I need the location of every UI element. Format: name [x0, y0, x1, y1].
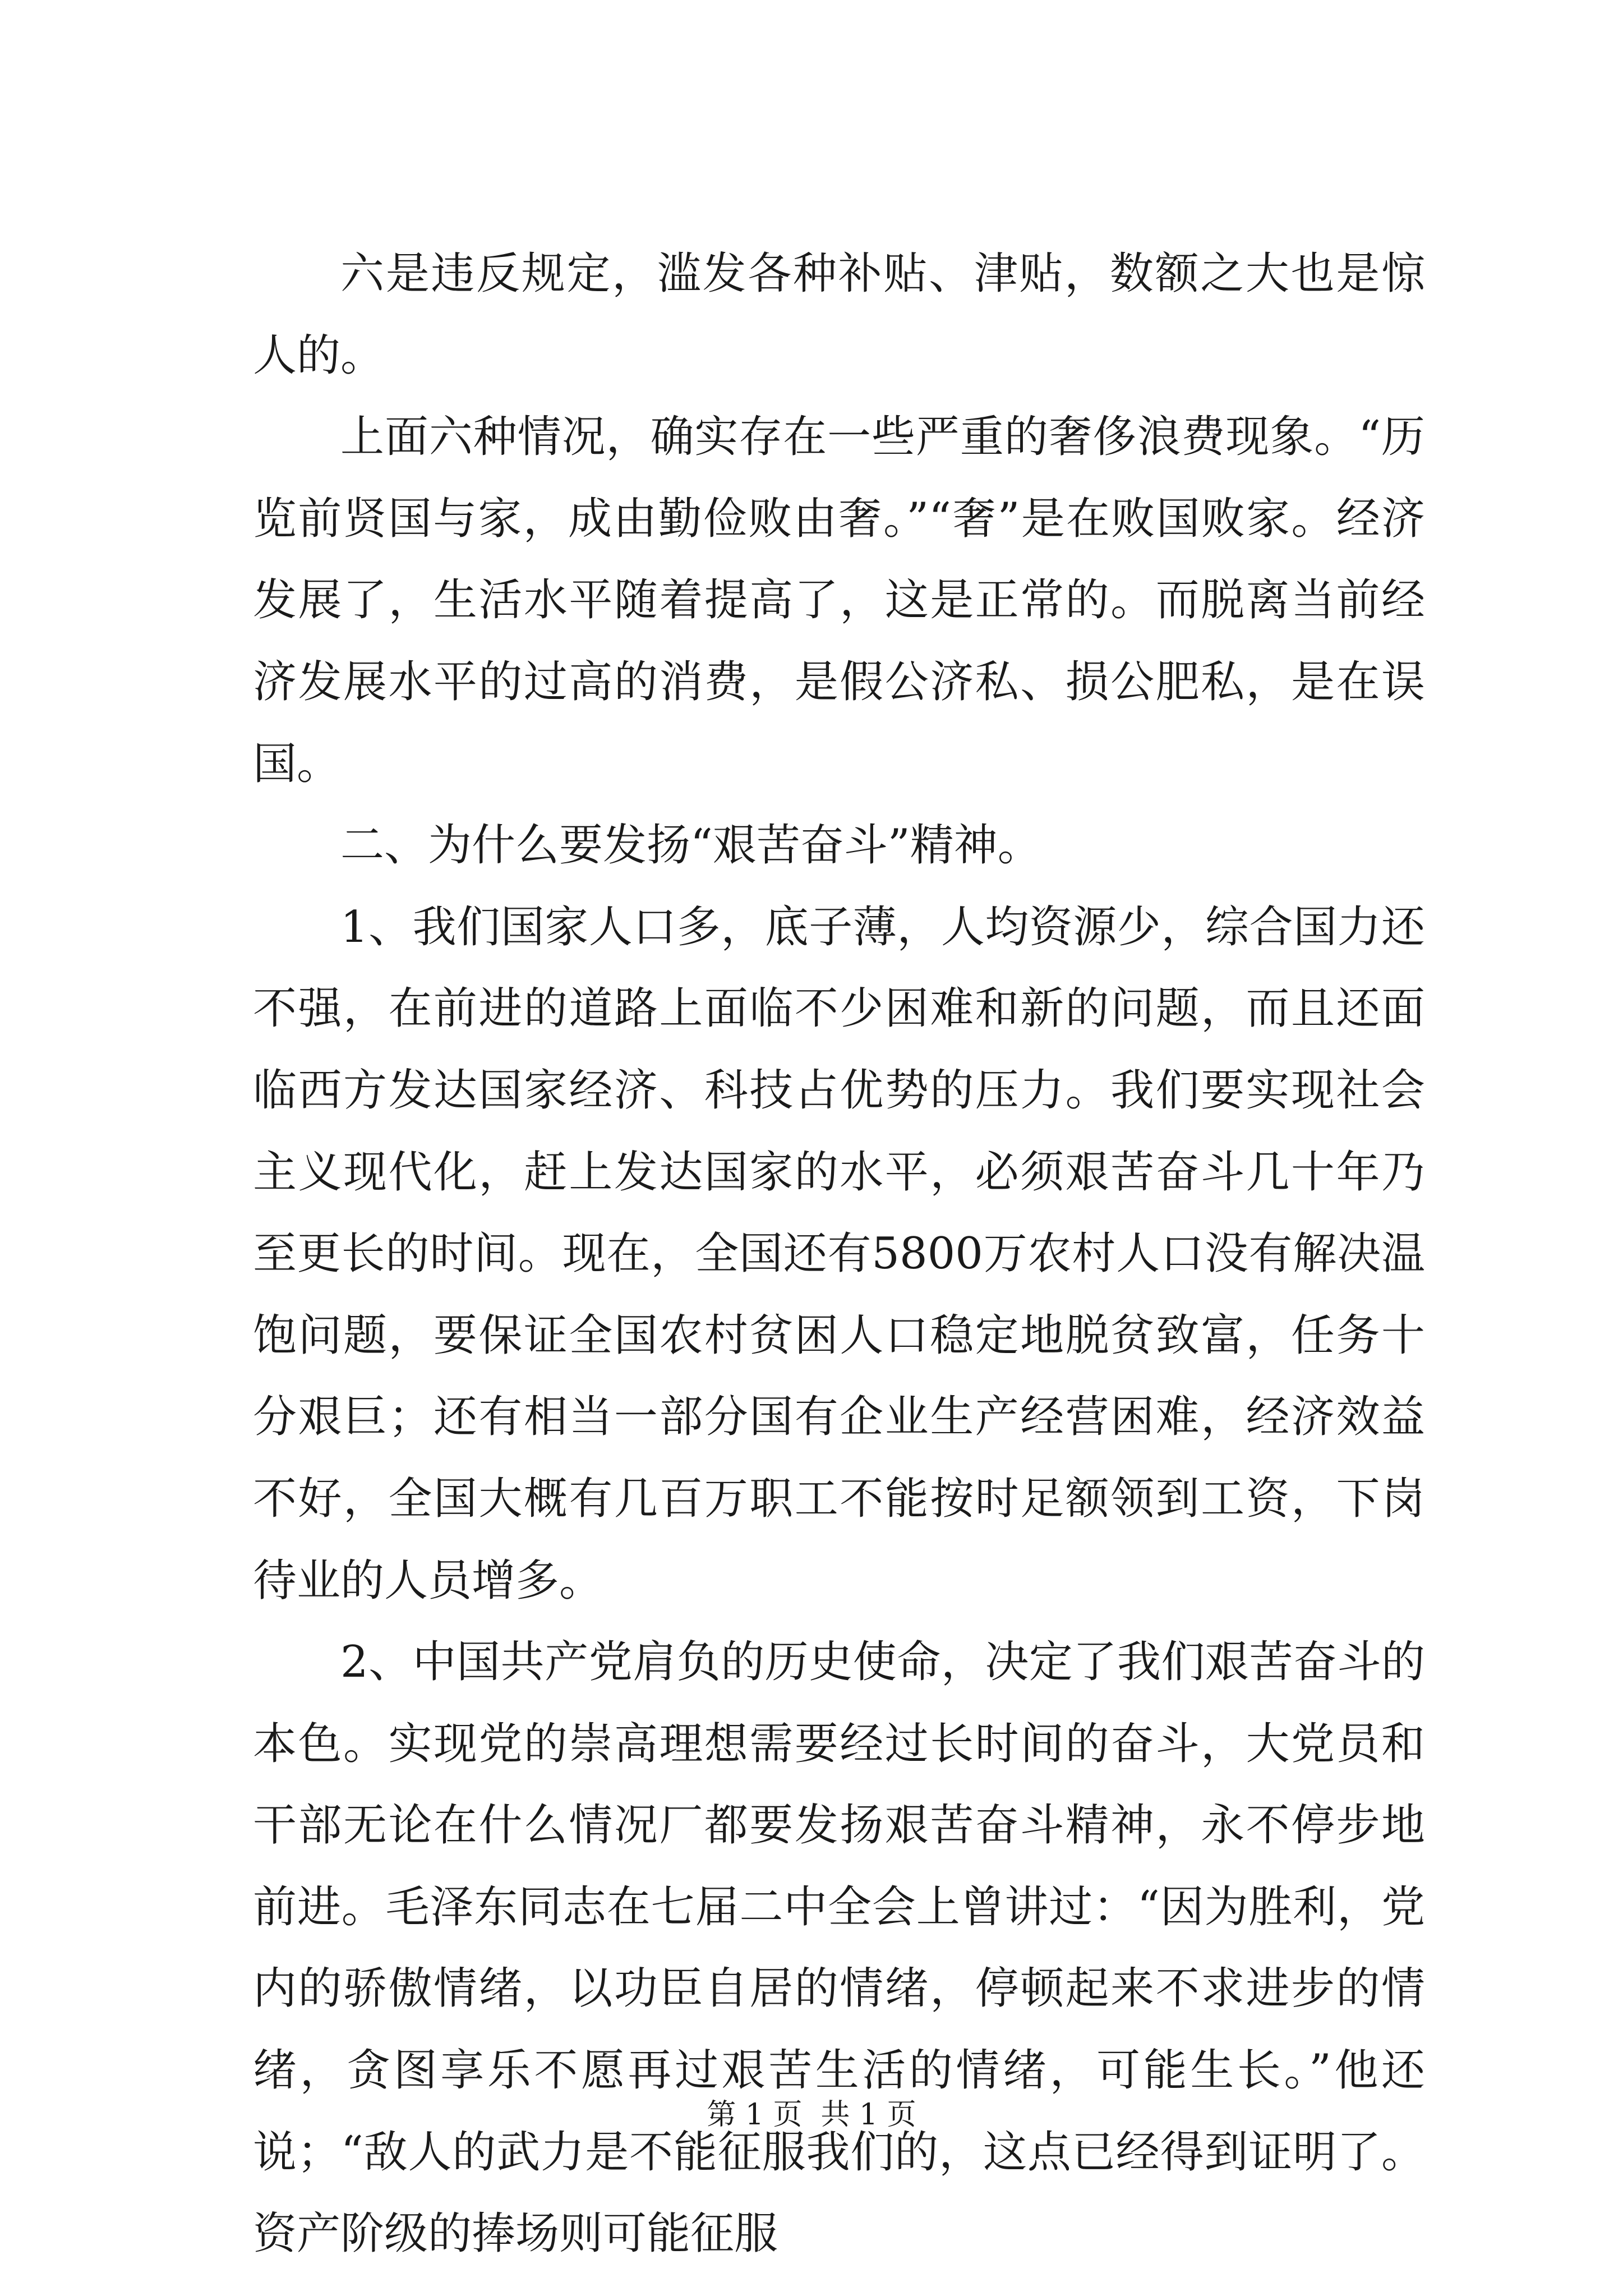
paragraph: 上面六种情况，确实存在一些严重的奢侈浪费现象。“历览前贤国与家，成由勤俭败由奢。”“奢”是在败国败家。经济发展了，生活水平随着提高了，这是正常的。而脱离当前经济发展水平的过高的消费，是假公济私、损公肥私，是在误国。 — [253, 412, 1425, 789]
paragraph: 1、我们国家人口多，底子薄，人均资源少，综合国力还不强，在前进的道路上面临不少困难和新的问题，而且还面临西方发达国家经济、科技占优势的压力。我们要实现社会主义现代化，赶上发达国家的水平，必须艰苦奋斗几十年乃至更长的时间。现在，全国还有5800万农村人口没有解决温饱问题，要保证全国农村贫困人口稳定地脱贫致富，任务十分艰巨；还有相当一部分国有企业生产经营困难，经济效益不好，全国大概有几百万职工不能按时足额领到工资，下岗待业的人员增多。 — [253, 901, 1425, 1606]
section-heading: 二、为什么要发扬“艰苦奋斗”精神。 — [340, 820, 1041, 871]
paragraph: 六是违反规定，滥发各种补贴、津贴，数额之大也是惊人的。 — [253, 249, 1425, 381]
document-body — [253, 233, 1425, 2275]
paragraph: 2、中国共产党肩负的历史使命，决定了我们艰苦奋斗的本色。实现党的崇高理想需要经过长时间的奋斗，大党员和干部无论在什么情况厂都要发扬艰苦奋斗精神，永不停步地前进。毛泽东同志在七届二中全会上曾讲过：“因为胜利，党内的骄傲情绪，以功臣自居的情绪，停顿起来不求进步的情绪，贪图享乐不愿再过艰苦生活的情绪，可能生长。”他还说；“敌人的武力是不能征服我们的，这点已经得到证明了。资产阶级的捧场则可能征服 — [253, 1637, 1425, 2260]
page-number-footer: 第 1 页 共 1 页 — [707, 2098, 916, 2132]
